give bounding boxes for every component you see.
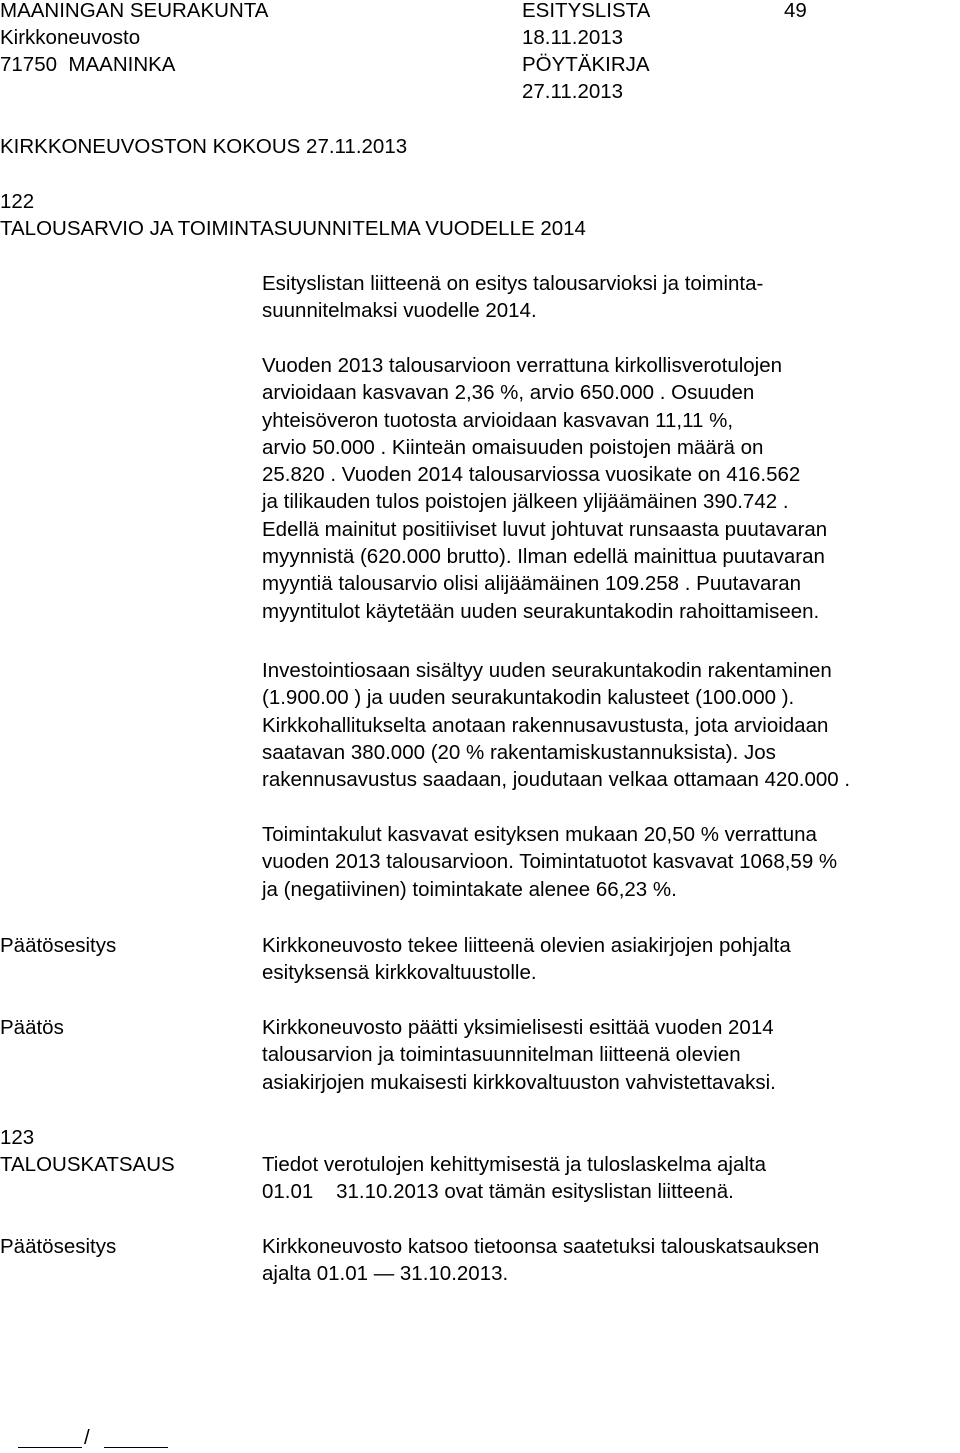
text-line: vuoden 2013 talousarvioon. Toimintatuotot kasvavat 1068,59 %	[262, 850, 838, 874]
section-122-number: 122	[0, 190, 35, 213]
text-line: (1.900.00 ) ja uuden seurakuntakodin kalusteet (100.000 ).	[262, 686, 795, 710]
minutes-label: PÖYTÄKIRJA	[522, 53, 650, 76]
text-line: myyntitulot käytetään uuden seurakuntakodin rahoittamiseen.	[262, 599, 820, 623]
text-line: Kirkkohallitukselta anotaan rakennusavustusta, jota arvioidaan	[262, 713, 829, 737]
section-122-decision-text	[262, 1014, 952, 1096]
text-line: Esityslistan liitteenä on esitys talousarvioksi ja toiminta-	[262, 272, 764, 295]
section-122-paragraph-2	[262, 352, 952, 625]
section-123-number: 123	[0, 1126, 35, 1149]
text-line: ja tilikauden tulos poistojen jälkeen ylijäämäinen 390.742 .	[262, 490, 789, 514]
section-122-proposal-label: Päätösesitys	[0, 934, 117, 957]
section-123-title: TALOUSKATSAUS	[0, 1153, 175, 1176]
section-123-text	[262, 1151, 952, 1206]
section-122-paragraph-4	[262, 821, 952, 903]
section-122-paragraph-3	[262, 657, 952, 793]
section-123-proposal-text	[262, 1233, 952, 1288]
text-line: Kirkkoneuvosto tekee liitteenä olevien asiakirjojen pohjalta	[262, 934, 791, 957]
section-122-decision-label: Päätös	[0, 1016, 64, 1039]
text-line: Edellä mainitut positiiviset luvut johtuvat runsaasta puutavaran	[262, 517, 828, 541]
text-line: myynnistä (620.000 brutto). Ilman edellä mainittua puutavaran	[262, 545, 825, 569]
text-line: ja (negatiivinen) toimintakate alenee 66,23 %.	[262, 877, 677, 901]
page-number: 49	[784, 0, 807, 22]
agenda-label: ESITYSLISTA	[522, 0, 651, 22]
parish-address: 71750 MAANINKA	[0, 53, 176, 76]
agenda-date: 18.11.2013	[522, 26, 624, 49]
signature-separator: /	[84, 1426, 90, 1449]
text-line: suunnitelmaksi vuodelle 2014.	[262, 299, 537, 323]
parish-name: MAANINGAN SEURAKUNTA	[0, 0, 269, 22]
signature-line-left	[18, 1447, 82, 1448]
governing-body: Kirkkoneuvosto	[0, 26, 141, 49]
text-line: talousarvion ja toimintasuunnitelman liitteenä olevien	[262, 1043, 741, 1067]
text-line: saatavan 380.000 (20 % rakentamiskustannuksista). Jos	[262, 740, 776, 764]
text-line: esityksensä kirkkovaltuustolle.	[262, 961, 537, 985]
text-line: Investointiosaan sisältyy uuden seurakuntakodin rakentaminen	[262, 659, 832, 682]
text-line: 01.01 31.10.2013 ovat tämän esityslistan liitteenä.	[262, 1180, 734, 1204]
text-line: Kirkkoneuvosto päätti yksimielisesti esittää vuoden 2014	[262, 1016, 774, 1039]
text-line: rakennusavustus saadaan, joudutaan velkaa ottamaan 420.000 .	[262, 768, 851, 792]
section-122-proposal-text	[262, 932, 952, 987]
meeting-title: KIRKKONEUVOSTON KOKOUS 27.11.2013	[0, 135, 408, 158]
text-line: Toimintakulut kasvavat esityksen mukaan 20,50 % verrattuna	[262, 823, 817, 846]
text-line: arvioidaan kasvavan 2,36 %, arvio 650.000 . Osuuden	[262, 381, 755, 405]
text-line: asiakirjojen mukaisesti kirkkovaltuuston vahvistettavaksi.	[262, 1070, 776, 1094]
text-line: yhteisöveron tuotosta arvioidaan kasvavan 11,11 %,	[262, 408, 734, 432]
text-line: arvio 50.000 . Kiinteän omaisuuden poistojen määrä on	[262, 435, 764, 459]
text-line: Tiedot verotulojen kehittymisestä ja tuloslaskelma ajalta	[262, 1153, 767, 1176]
signature-line-right	[104, 1447, 168, 1448]
minutes-date: 27.11.2013	[522, 80, 624, 103]
section-122-title: TALOUSARVIO JA TOIMINTASUUNNITELMA VUODELLE 2014	[0, 217, 586, 240]
section-123-proposal-label: Päätösesitys	[0, 1235, 117, 1258]
text-line: ajalta 01.01 — 31.10.2013.	[262, 1262, 509, 1286]
section-122-paragraph-1	[262, 270, 952, 325]
text-line: 25.820 . Vuoden 2014 talousarviossa vuosikate on 416.562	[262, 463, 801, 487]
text-line: Vuoden 2013 talousarvioon verrattuna kirkollisverotulojen	[262, 354, 783, 377]
text-line: myyntiä talousarvio olisi alijäämäinen 109.258 . Puutavaran	[262, 572, 802, 596]
text-line: Kirkkoneuvosto katsoo tietoonsa saatetuksi talouskatsauksen	[262, 1235, 820, 1258]
